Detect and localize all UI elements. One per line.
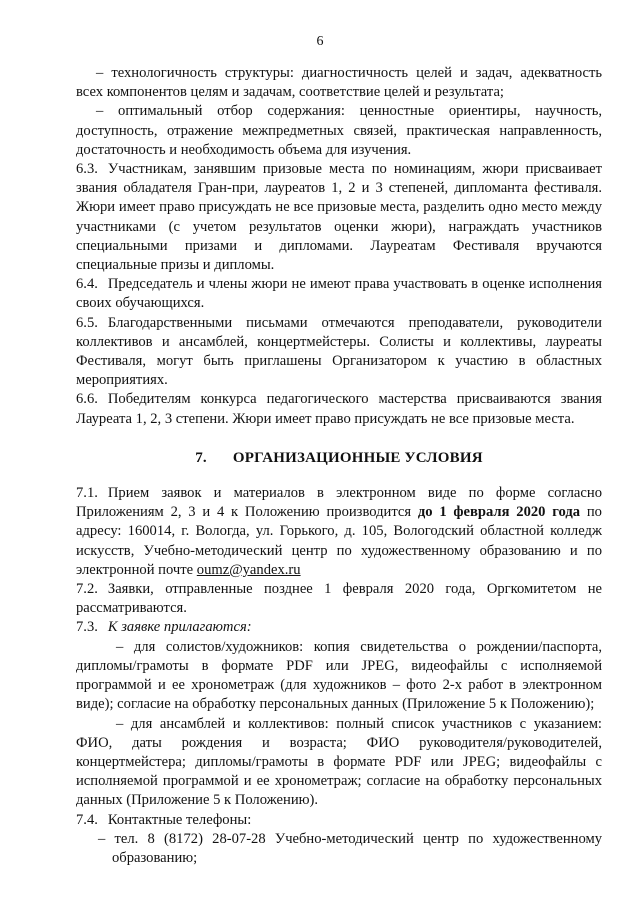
clause-6-3 [76, 160, 602, 275]
intro-item: – оптимальный отбор содержания: ценностные ориентиры, научность, доступность, отражение межпредметных связей, практическая направленность, достаточность и необходимость объема для изучения. [76, 103, 602, 158]
clause-number: 6.4. [76, 276, 98, 293]
clause-6-5 [76, 314, 602, 391]
section-title: ОРГАНИЗАЦИОННЫЕ УСЛОВИЯ [232, 449, 483, 466]
clause-text: по адресу: 160014, г. Вологда, ул. Горького, д. 105, Вологодский областной колледж искусств, Учебно-методический центр по художественному образованию и по электронной почте [76, 504, 602, 578]
clause-text: Участникам, занявшим призовые места по номинациям, жюри присваивает звания обладателя Гран-при, лауреатов 1, 2 и 3 степеней, дипломанта фестиваля. Жюри имеет право присуждать не все призовые места, разделить одно место между участниками (с учетом результатов оценки жюри), награждать участников специальными призами и дипломами. Лауреатам Фестиваля вручаются специальные призы и дипломы. [76, 161, 602, 274]
clause-number: 7.1. [76, 485, 98, 502]
attachment-item: – для ансамблей и коллективов: полный список участников с указанием: ФИО, даты рождения и возраста; ФИО руководителя/руководителей, концертмейстера; дипломы/грамоты в формате PDF или JPEG; видеофайлы с исполняемой программой и ее хронометраж; согласие на обработку персональных данных (Приложение 5 к Положению). [76, 715, 602, 809]
attachment-item: – для солистов/художников: копия свидетельства о рождении/паспорта, дипломы/грамоты в формате PDF или JPEG, видеофайлы с исполняемой программой и ее хронометраж (для художников – фото 2-х работ в электронном виде); согласие на обработку персональных данных (Приложение 5 к Положению); [76, 638, 602, 713]
clause-7-2 [76, 580, 602, 618]
clause-number: 7.4. [76, 811, 98, 828]
clause-7-3 [76, 618, 602, 637]
section-number: 7. [195, 449, 207, 466]
clause-text: Победителям конкурса педагогического мастерства присваиваются звания Лауреата 1, 2, 3 степени. Жюри имеет право присуждать не все призовые места. [76, 391, 602, 427]
clause-7-1 [76, 484, 602, 580]
clause-text: Заявки, отправленные позднее 1 февраля 2020 года, Оргкомитетом не рассматриваются. [76, 581, 602, 617]
clause-title: К заявке прилагаются: [107, 619, 252, 636]
clause-number: 7.2. [76, 581, 98, 598]
document-body [76, 64, 602, 868]
deadline-date: до 1 февраля 2020 года [417, 504, 581, 521]
clause-title: Контактные телефоны: [107, 811, 252, 828]
clause-6-6 [76, 390, 602, 428]
clause-6-4 [76, 275, 602, 313]
clause-number: 6.6. [76, 391, 98, 408]
intro-item: – технологичность структуры: диагностичность целей и задач, адекватность всех компонентов целям и задачам, соответствие целей и результата; [76, 65, 602, 101]
email-link[interactable]: oumz@yandex.ru [196, 561, 301, 578]
clause-number: 6.5. [76, 314, 98, 331]
page-number: 6 [316, 34, 324, 49]
clause-number: 7.3. [76, 619, 98, 636]
clause-7-4 [76, 811, 602, 830]
clause-text: Благодарственными письмами отмечаются преподаватели, руководители коллективов и ансамблей, концертмейстеры. Солисты и коллективы, лауреаты Фестиваля, могут быть приглашены Организатором к участию в областных мероприятиях. [76, 314, 602, 389]
clause-text: Председатель и члены жюри не имеют права участвовать в оценке исполнения своих обучающихся. [76, 276, 602, 312]
clause-number: 6.3. [76, 161, 98, 178]
contact-item: – тел. 8 (8172) 28-07-28 Учебно-методический центр по художественному образованию; [98, 830, 602, 866]
clause-text: Прием заявок и материалов в электронном виде по форме согласно Приложениям 2, 3 и 4 к Положению производится [76, 485, 602, 521]
section-heading [76, 449, 602, 468]
